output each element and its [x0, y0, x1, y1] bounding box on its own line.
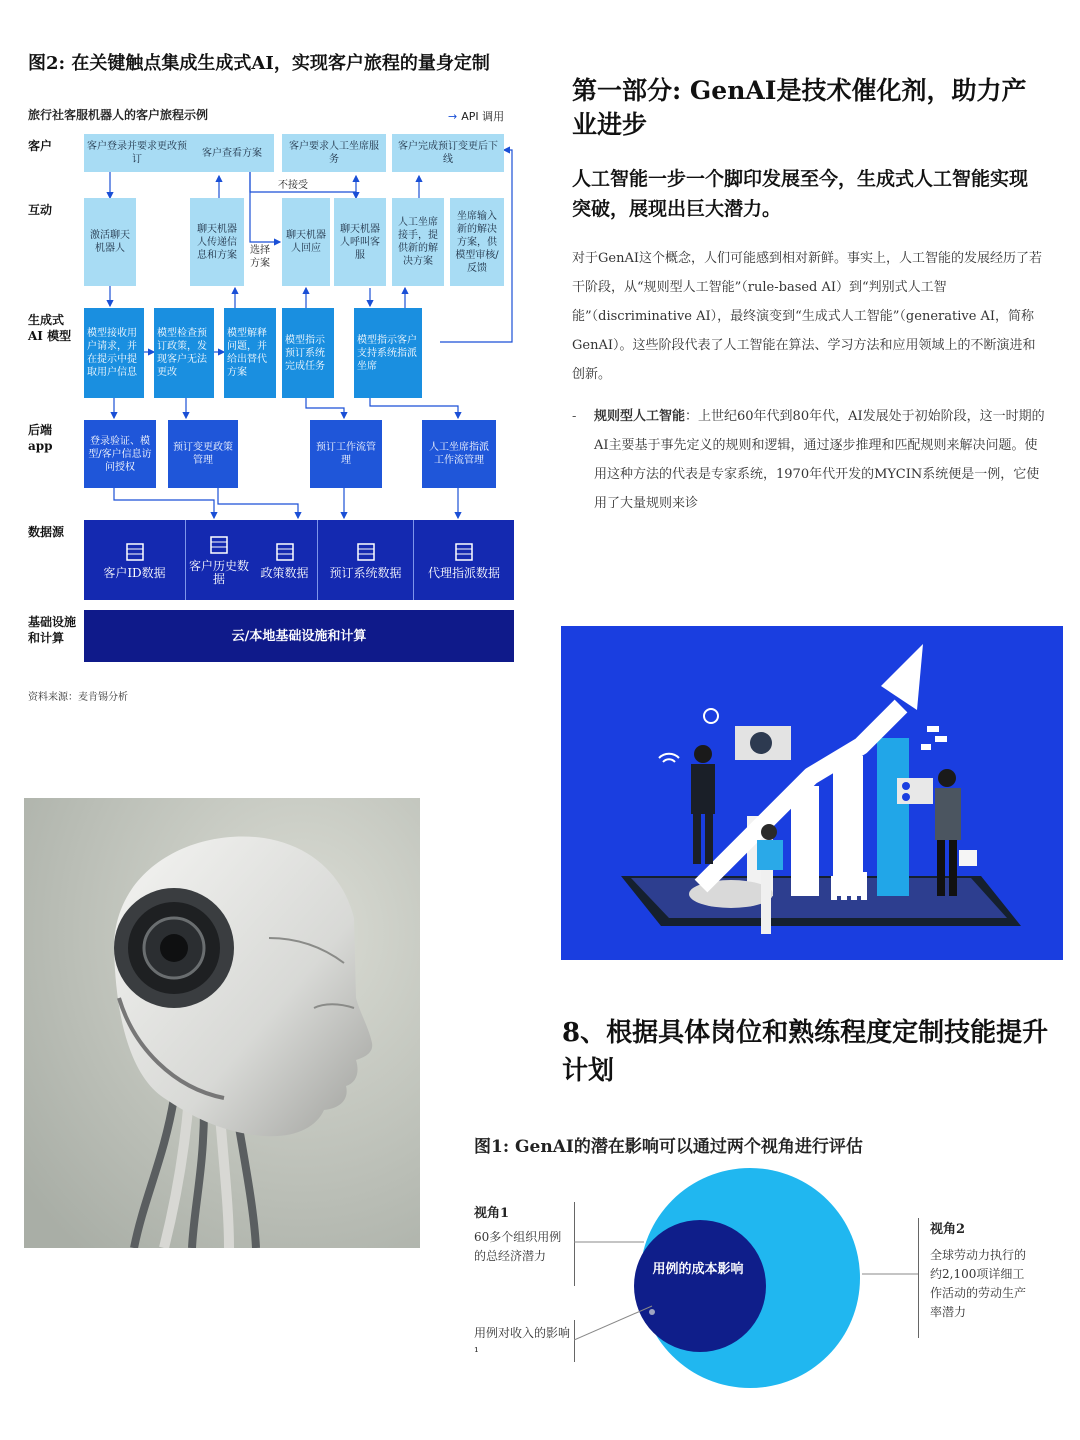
data-box-label: 客户ID数据	[103, 565, 166, 580]
api-legend-label: API 调用	[461, 110, 505, 123]
genai-box-check-policy: 模型检查预订政策，发现客户无法更改	[154, 308, 214, 398]
data-box-history	[186, 520, 252, 600]
genai-box-explain: 模型解释问题，并给出替代方案	[224, 308, 276, 398]
view2-title: 视角2	[930, 1222, 966, 1237]
interaction-box-deliver: 聊天机器人传递信息和方案	[190, 198, 244, 286]
database-icon	[453, 541, 475, 563]
bullet-rule-based-ai	[572, 402, 1048, 518]
infra-box: 云/本地基础设施和计算	[84, 610, 514, 662]
view1-text: 60多个组织用例的总经济潜力	[474, 1230, 562, 1263]
bullet-body	[594, 402, 1048, 518]
database-icon	[355, 541, 377, 563]
data-box-label: 代理指派数据	[427, 565, 500, 580]
row-label-interaction: 互动	[28, 203, 53, 217]
arrow-right-icon: →	[448, 110, 458, 123]
genai-box-assign-agent: 模型指示客户支持系统指派坐席	[354, 308, 422, 398]
genai-box-receive: 模型接收用户请求，并在提示中提取用户信息	[84, 308, 144, 398]
interaction-box-activate: 激活聊天机器人	[84, 198, 136, 286]
intro-paragraph: 对于GenAI这个概念，人们可能感到相对新鲜。事实上，人工智能的发展经历了若干阶段，从“规则型人工智能”（rule-based AI）到“判别式人工智能”（discriminative AI），最终演变到“生成式人工智能”（generative AI，简称GenAI）。这些阶段代表了人工智能在算法、学习方法和应用领域上的不断演进和创新。	[572, 251, 1042, 382]
view2-text: 全球劳动力执行的约2,100项详细工作活动的劳动生产率潜力	[930, 1248, 1027, 1319]
data-box-customer-id	[84, 520, 186, 600]
interaction-box-agent-input: 坐席输入新的解决方案，供模型审核/反馈	[450, 198, 504, 286]
decline-label: 不接受	[276, 176, 310, 191]
section8-heading: 8、根据具体岗位和熟练程度定制技能提升计划	[562, 1018, 1049, 1086]
row-label-genai: 生成式 AI 模型	[28, 313, 72, 343]
backend-box-workflow: 预订工作流管理	[310, 420, 382, 488]
figure2-subtitle: 旅行社客服机器人的客户旅程示例	[28, 108, 209, 122]
bullet-term: 规则型人工智能	[594, 409, 686, 424]
figure2-source: 资料来源：麦肯锡分析	[28, 692, 128, 703]
customer-box-complete: 客户完成预订变更后下线	[392, 134, 504, 172]
view1-connectors	[574, 1240, 654, 1350]
data-box-agent	[414, 520, 514, 600]
backend-box-agent-workflow: 人工坐席指派工作流管理	[422, 420, 496, 488]
figure2-title: 图2: 在关键触点集成生成式AI，实现客户旅程的量身定制	[28, 53, 490, 74]
interaction-box-agent-takeover: 人工坐席接手，提供新的解决方案	[392, 198, 444, 286]
choose-label: 选择方案	[250, 245, 270, 269]
interaction-box-call-agent: 聊天机器人呼叫客服	[334, 198, 386, 286]
row-label-backend: 后端 app	[28, 423, 53, 453]
customer-box-login: 客户登录并要求更改预订	[84, 134, 190, 172]
backend-box-auth: 登录验证、模型/客户信息访问授权	[84, 420, 156, 488]
data-box-label: 政策数据	[260, 565, 309, 580]
inner-circle-label: 用例的成本影响	[652, 1262, 744, 1277]
interaction-box-respond: 聊天机器人回应	[282, 198, 330, 286]
database-icon	[124, 541, 146, 563]
data-box-policy	[252, 520, 318, 600]
database-icon	[208, 534, 230, 556]
bullet-text: ：上世纪60年代到80年代，AI发展处于初始阶段，这一时期的AI主要基于事先定义的规则和逻辑，通过逐步推理和匹配规则来解决问题。使用这种方法的代表是专家系统，1970年代开发的MYCIN系统便是一例，它使用了大量规则来诊	[594, 409, 1045, 511]
section-heading: 第一部分: GenAI是技术催化剂，助力产业进步	[572, 76, 1027, 139]
data-box-booking	[318, 520, 414, 600]
customer-box-request-agent: 客户要求人工坐席服务	[282, 134, 386, 172]
row-label-datasource: 数据源	[28, 525, 65, 539]
genai-box-booking: 模型指示预订系统完成任务	[282, 308, 334, 398]
bullet-dash: -	[572, 409, 577, 424]
robot-head-photo	[24, 798, 420, 1248]
view2-connector	[862, 1270, 922, 1280]
growth-chart-illustration	[561, 626, 1063, 960]
row-label-customer: 客户	[28, 139, 53, 153]
figure1-title: 图1: GenAI的潜在影响可以通过两个视角进行评估	[474, 1137, 863, 1157]
customer-box-view: 客户查看方案	[190, 134, 274, 172]
data-box-label: 客户历史数据	[189, 559, 250, 586]
view1-title: 视角1	[474, 1206, 510, 1221]
row-label-infra: 基础设施和计算	[28, 615, 77, 645]
section-subheading: 人工智能一步一个脚印发展至今，生成式人工智能实现突破，展现出巨大潜力。	[572, 168, 1029, 220]
data-box-label: 预订系统数据	[329, 565, 402, 580]
database-icon	[274, 541, 296, 563]
backend-box-policy: 预订变更政策管理	[168, 420, 238, 488]
view1-note: 用例对收入的影响¹	[474, 1326, 571, 1359]
